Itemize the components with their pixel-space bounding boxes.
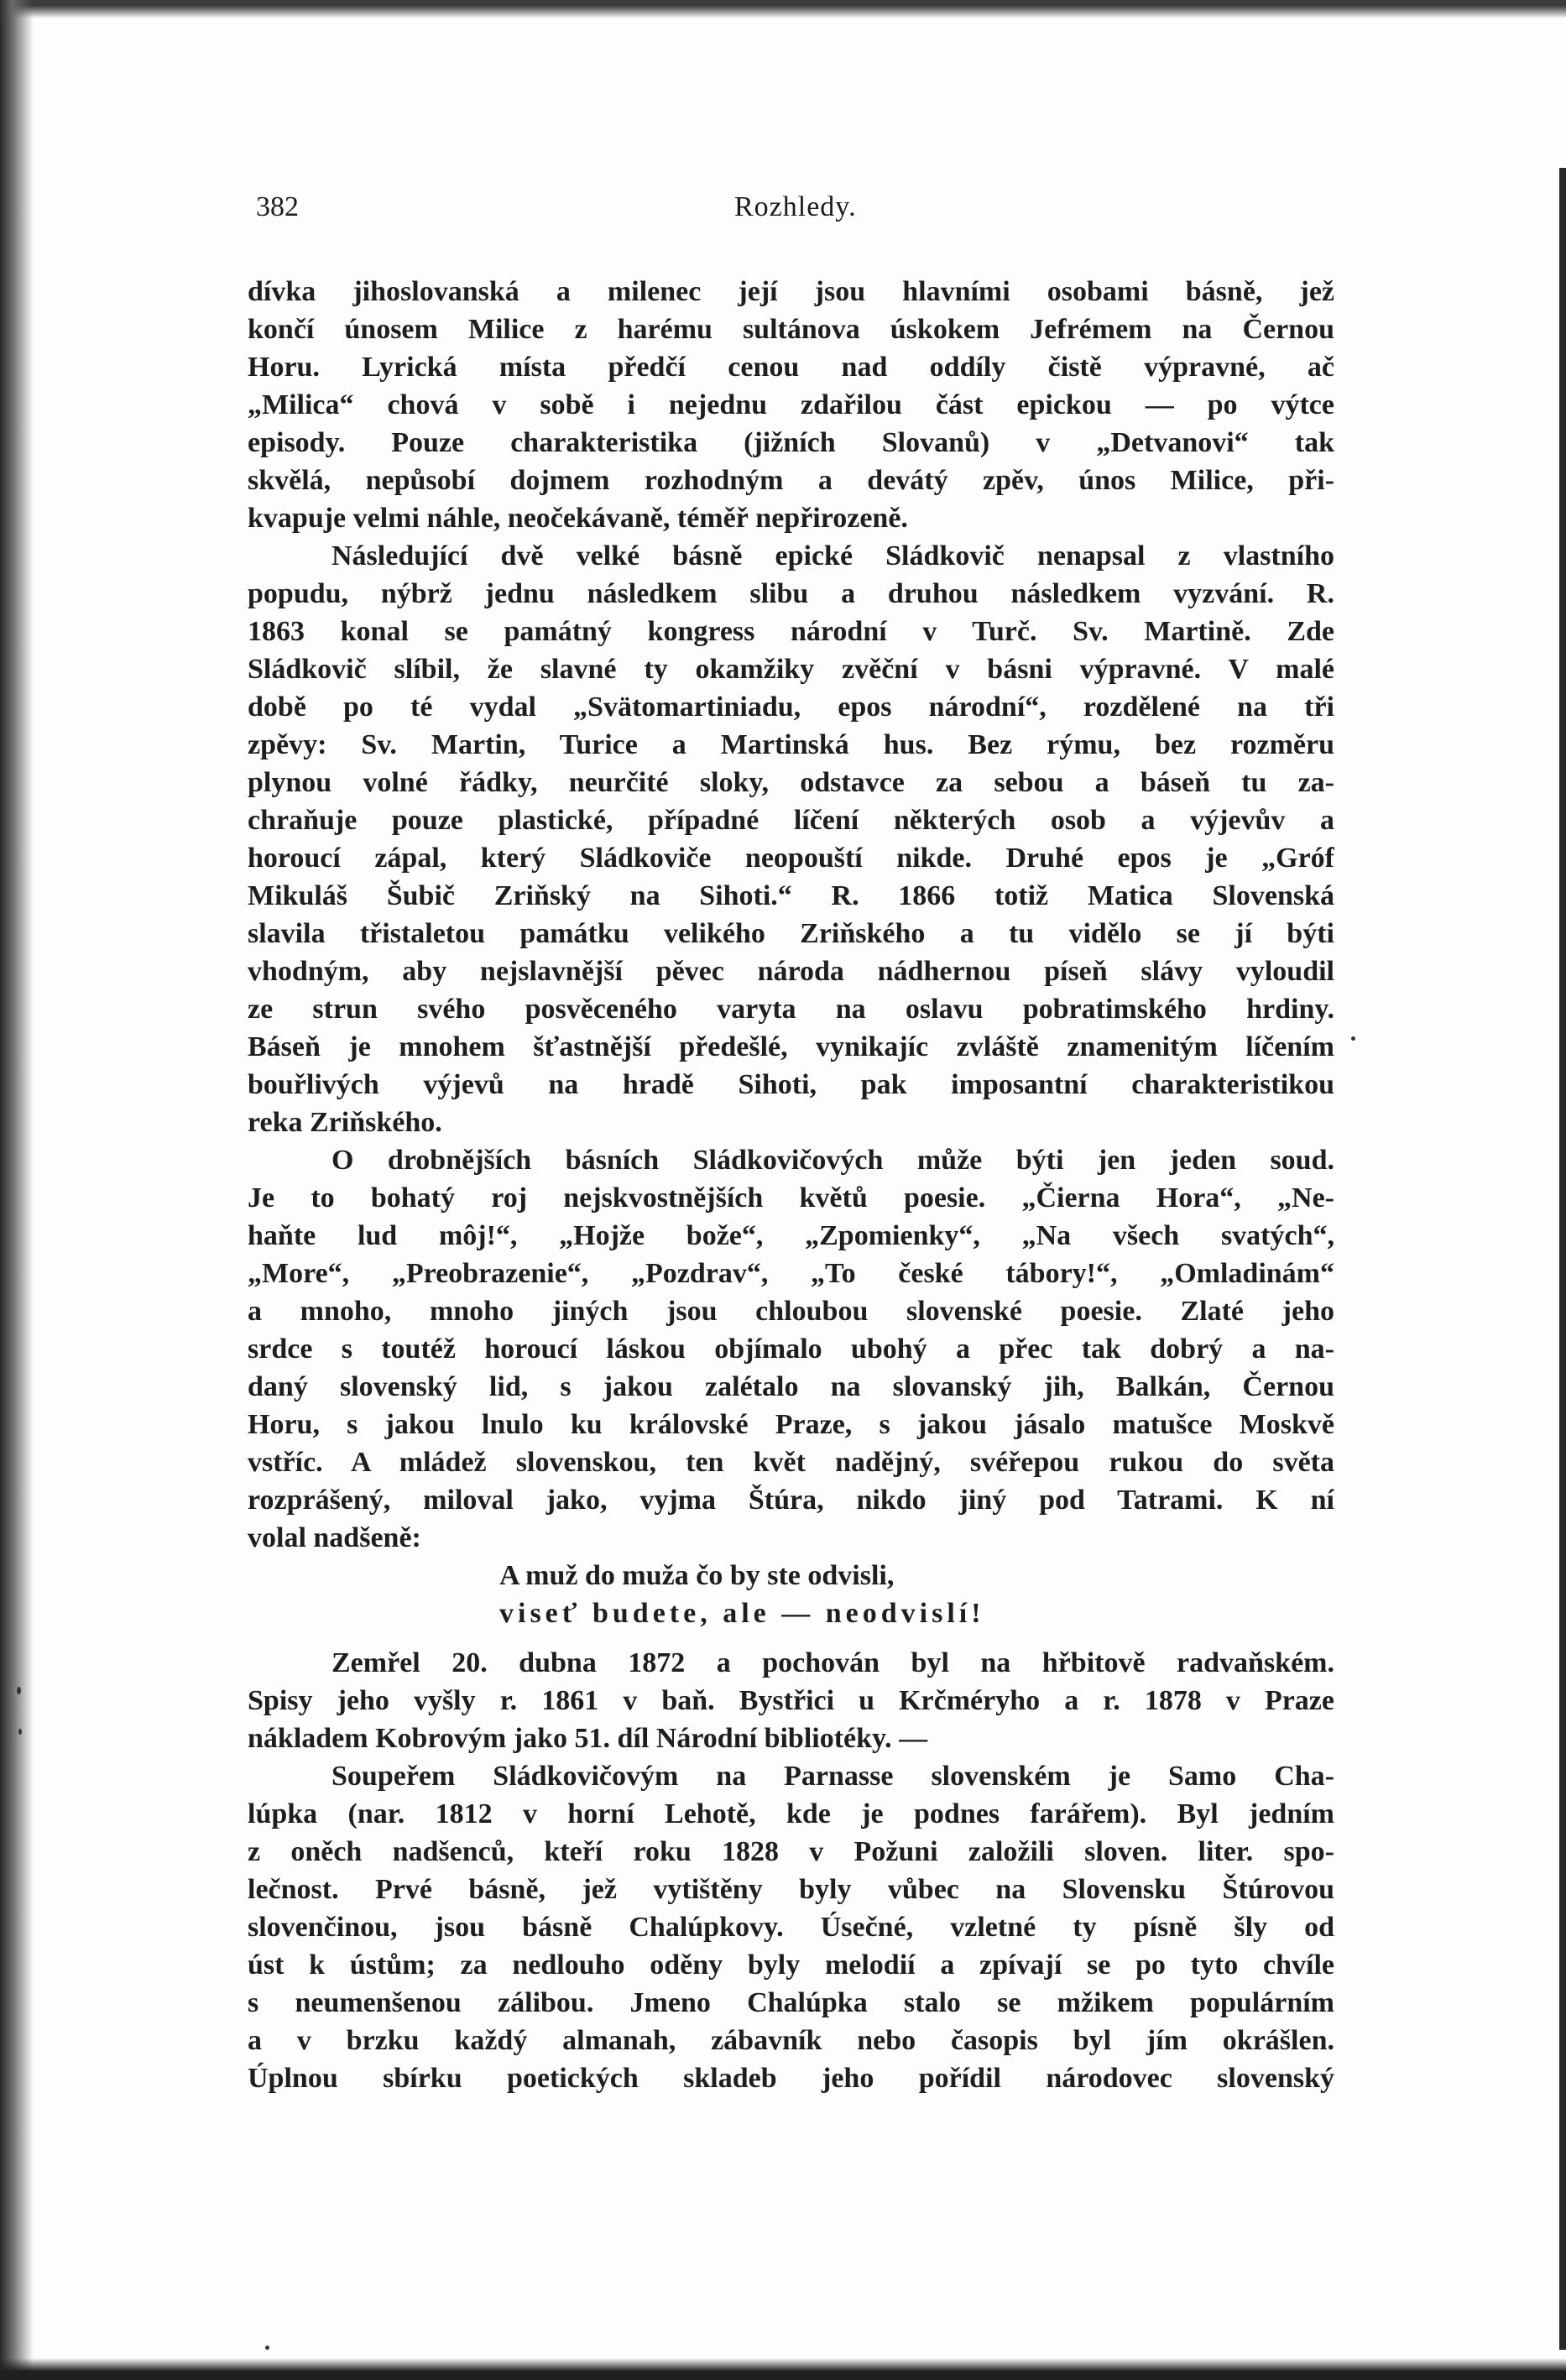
text-line: plynou volné řádky, neurčité sloky, odstavce za sebou a báseň tu za-	[248, 767, 1334, 798]
paragraph-3	[248, 1141, 1334, 1557]
spacer	[248, 1632, 1334, 1644]
text-line: srdce s toutéž horoucí láskou objímalo ubohý a přec tak dobrý a na-	[248, 1334, 1334, 1365]
text-line: končí únosem Milice z harému sultánova úskokem Jefrémem na Černou	[248, 314, 1334, 345]
text-line: horoucí zápal, který Sládkoviče neopouští nikde. Druhé epos je „Gróf	[248, 843, 1334, 874]
page-number: 382	[256, 191, 299, 222]
text-line: Zemřel 20. dubna 1872 a pochován byl na hřbitově radvaňském.	[331, 1647, 1334, 1678]
text-line: popudu, nýbrž jednu následkem slibu a druhou následkem vyzvání. R.	[248, 578, 1334, 609]
text-line: a v brzku každý almanah, zábavník nebo časopis byl jím okrášlen.	[248, 2025, 1334, 2056]
text-line: Horu, s jakou lnulo ku královské Praze, s jakou jásalo matušce Moskvě	[248, 1409, 1334, 1440]
paragraph-1	[248, 273, 1334, 537]
text-line: „Milica“ chová v sobě i nejednu zdařilou část epickou — po výtce	[248, 389, 1334, 420]
scan-edge-bottom	[0, 2358, 1566, 2380]
text-line: lúpka (nar. 1812 v horní Lehotě, kde je podnes farářem). Byl jedním	[248, 1798, 1334, 1829]
text-line: Úplnou sbírku poetických skladeb jeho pořídil národovec slovenský	[248, 2063, 1334, 2094]
text-line: 1863 konal se památný kongress národní v Turč. Sv. Martině. Zde	[248, 616, 1334, 647]
text-line: Sládkovič slíbil, že slavné ty okamžiky zvěční v básni výpravné. V malé	[248, 654, 1334, 685]
text-line: „More“, „Preobrazenie“, „Pozdrav“, „To české tábory!“, „Omladinám“	[248, 1258, 1334, 1289]
text-line: Horu. Lyrická místa předčí cenou nad oddíly čistě výpravné, ač	[248, 352, 1334, 383]
text-line: nákladem Kobrovým jako 51. díl Národní bibliotéky. —	[248, 1723, 928, 1754]
text-line: Mikuláš Šubič Zriňský na Sihoti.“ R. 1866 totiž Matica Slovenská	[248, 880, 1334, 911]
text-line: ze strun svého posvěceného varyta na oslavu pobratimského hrdiny.	[248, 994, 1334, 1025]
scan-speck	[1351, 1036, 1355, 1041]
text-line: O drobnějších básních Sládkovičových může býti jen jeden soud.	[331, 1145, 1334, 1176]
paragraph-2	[248, 537, 1334, 1141]
text-line: Je to bohatý roj nejskvostnějších květů poesie. „Čierna Hora“, „Ne-	[248, 1182, 1334, 1213]
text-line: lečnost. Prvé básně, jež vytištěny byly vůbec na Slovensku Štúrovou	[248, 1874, 1334, 1905]
scan-speck	[17, 1687, 21, 1694]
verse-line: viseť budete, ale — neodvislí!	[499, 1598, 985, 1629]
text-line: slavila třistaletou památku velikého Zriňského a tu vidělo se jí býti	[248, 918, 1334, 949]
body-text	[248, 273, 1334, 2097]
text-line: Soupeřem Sládkovičovým na Parnasse slovenském je Samo Cha-	[331, 1761, 1334, 1792]
text-line: době po té vydal „Svätomartiniadu, epos národní“, rozdělené na tři	[248, 692, 1334, 723]
verse-quote	[248, 1557, 1334, 1632]
running-head: Rozhledy.	[734, 191, 857, 222]
scan-speck	[18, 1729, 22, 1735]
text-line: Spisy jeho vyšly r. 1861 v baň. Bystřici u Krčméryho a r. 1878 v Praze	[248, 1685, 1334, 1716]
text-line: vhodným, aby nejslavnější pěvec národa nádhernou píseň slávy vyloudil	[248, 956, 1334, 987]
text-line: chraňuje pouze plastické, případné líčení některých osob a výjevův a	[248, 805, 1334, 836]
scan-speck	[265, 2346, 269, 2350]
scan-edge-right	[1559, 168, 1566, 2350]
text-line: kvapuje velmi náhle, neočekávaně, téměř nepřirozeně.	[248, 503, 908, 534]
text-line: bouřlivých výjevů na hradě Sihoti, pak imposantní charakteristikou	[248, 1069, 1334, 1100]
text-line: skvělá, nepůsobí dojmem rozhodným a devátý zpěv, únos Milice, při-	[248, 465, 1334, 496]
text-line: vstříc. A mládež slovenskou, ten květ nadějný, svéřepou rukou do světa	[248, 1447, 1334, 1478]
text-line: dívka jihoslovanská a milenec její jsou hlavními osobami básně, jež	[248, 276, 1334, 307]
text-line: s neumenšenou zálibou. Jmeno Chalúpka stalo se mžikem populárním	[248, 1987, 1334, 2018]
text-line: a mnoho, mnoho jiných jsou chloubou slovenské poesie. Zlaté jeho	[248, 1296, 1334, 1327]
scan-edge-left	[0, 0, 34, 2380]
text-line: z oněch nadšenců, kteří roku 1828 v Požuni založili sloven. liter. spo-	[248, 1836, 1334, 1867]
text-line: zpěvy: Sv. Martin, Turice a Martinská hus. Bez rýmu, bez rozměru	[248, 729, 1334, 760]
paragraph-5	[248, 1757, 1334, 2097]
text-line: haňte lud môj!“, „Hojže bože“, „Zpomienky“, „Na všech svatých“,	[248, 1220, 1334, 1251]
scan-edge-top	[0, 0, 1566, 18]
text-line: úst k ústům; za nedlouho oděny byly melodií a zpívají se po tyto chvíle	[248, 1949, 1334, 1981]
text-line: Báseň je mnohem šťastnější předešlé, vynikajíc zvláště znamenitým líčením	[248, 1031, 1334, 1062]
verse-line: A muž do muža čo by ste odvisli,	[499, 1560, 895, 1591]
text-line: episody. Pouze charakteristika (jižních Slovanů) v „Detvanovi“ tak	[248, 427, 1334, 458]
text-line: daný slovenský lid, s jakou zalétalo na slovanský jih, Balkán, Černou	[248, 1371, 1334, 1402]
text-line: rozprášený, miloval jako, vyjma Štúra, nikdo jiný pod Tatrami. K ní	[248, 1485, 1334, 1516]
page-header	[256, 191, 1330, 228]
text-line: Následující dvě velké básně epické Sládkovič nenapsal z vlastního	[331, 540, 1334, 572]
text-line: reka Zriňského.	[248, 1107, 442, 1138]
paragraph-4	[248, 1644, 1334, 1757]
text-line: slovenčinou, jsou básně Chalúpkovy. Úsečné, vzletné ty písně šly od	[248, 1912, 1334, 1943]
text-line: volal nadšeně:	[248, 1522, 421, 1553]
